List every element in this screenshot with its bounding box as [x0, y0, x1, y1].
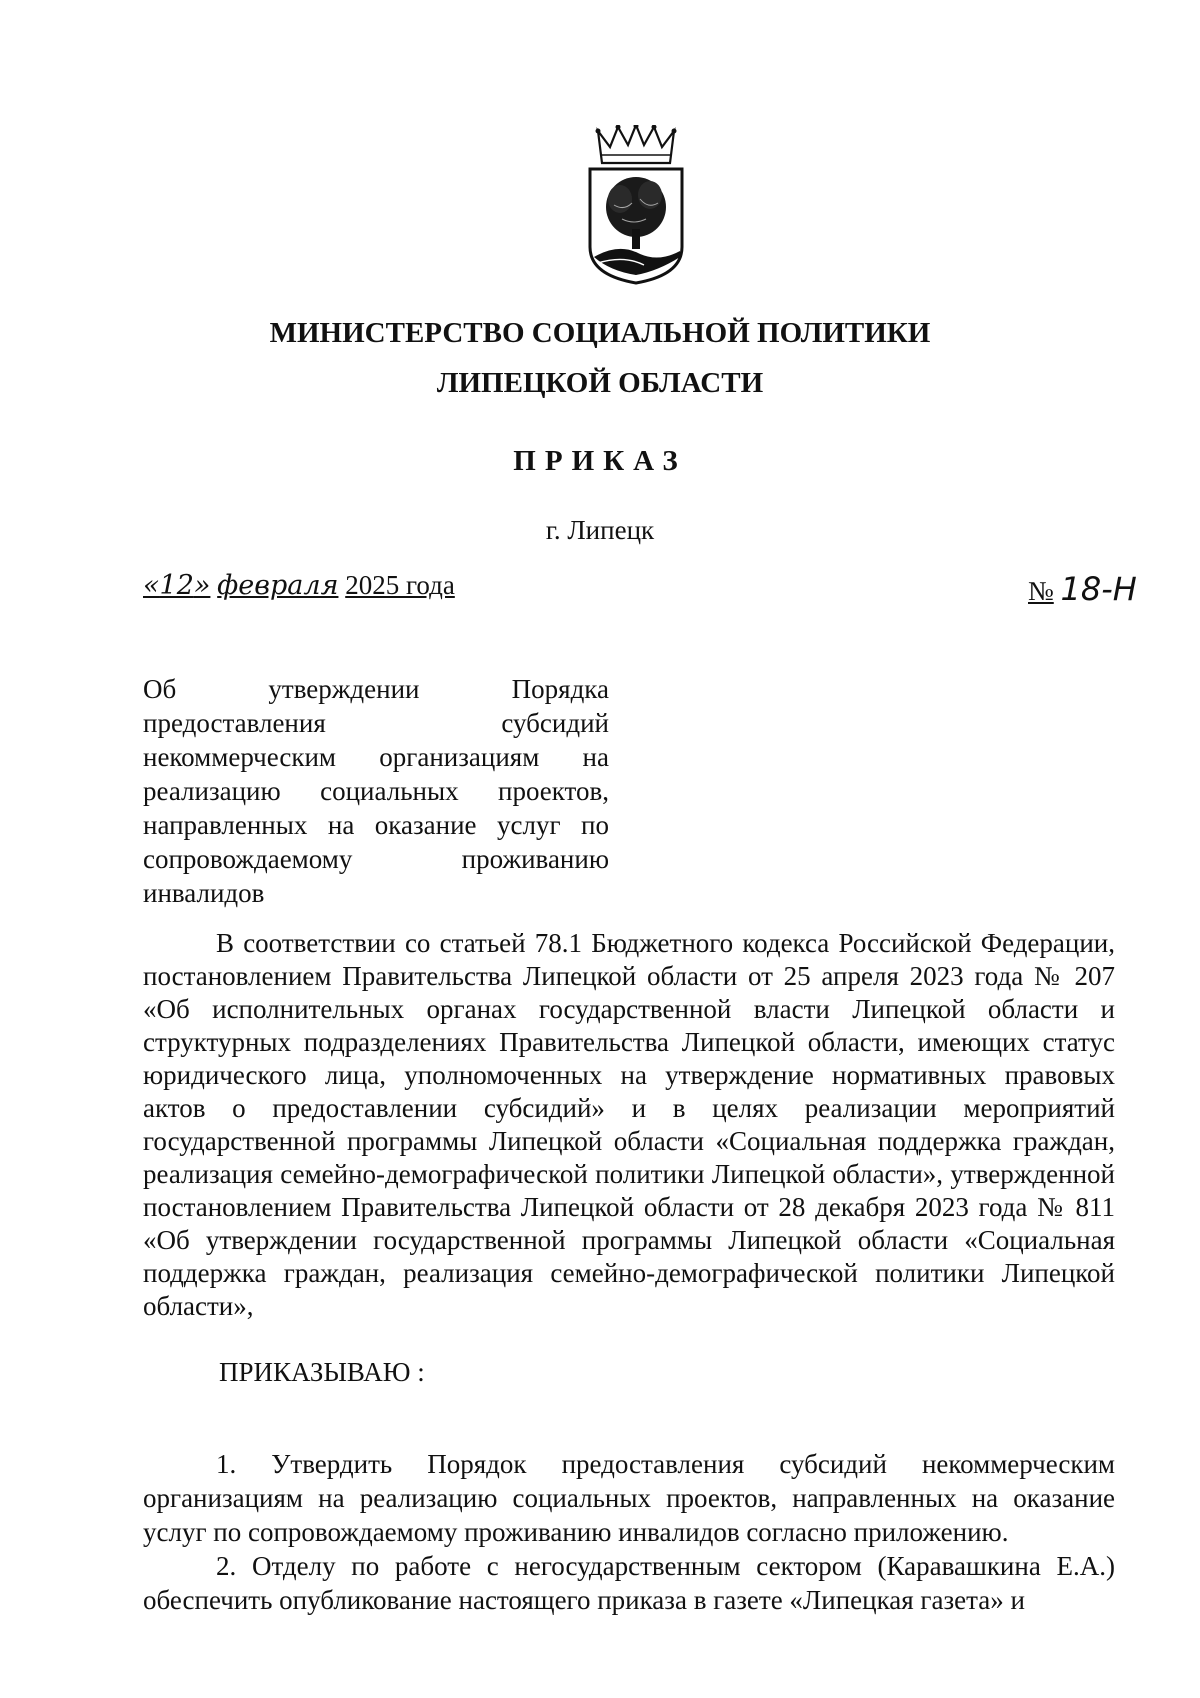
subject-line: направленных на оказание услуг по: [143, 810, 609, 840]
orders-word: ПРИКАЗЫВАЮ :: [219, 1357, 425, 1387]
number-prefix: №: [1028, 576, 1054, 606]
date-open-quote: «: [143, 570, 160, 601]
subject-line: реализацию социальных проектов,: [143, 776, 609, 806]
order-items: [143, 1447, 1115, 1617]
order-item: 2. Отделу по работе с негосударственным сектором (Каравашкина Е.А.) обеспечить опубликование настоящего приказа в газете «Липецкая газета» и: [143, 1551, 1115, 1615]
date-close-quote: »: [193, 570, 211, 601]
date-month-handwritten: февраля: [217, 570, 339, 601]
preamble: [143, 927, 1115, 1323]
order-number: [1028, 570, 1137, 608]
order-date: [143, 570, 455, 601]
order-subject: [143, 672, 609, 910]
document-type-title: ПРИКАЗ: [513, 445, 687, 477]
ministry-name-line1: МИНИСТЕРСТВО СОЦИАЛЬНОЙ ПОЛИТИКИ: [269, 317, 931, 349]
subject-line: некоммерческим организациям на: [143, 742, 609, 772]
ministry-name: [0, 308, 1200, 408]
subject-line: Об утверждении Порядка: [143, 674, 609, 704]
order-item: 1. Утвердить Порядок предоставления субсидий некоммерческим организациям на реализацию социальных проектов, направленных на оказание услуг по сопровождаемому проживанию инвалидов согласно приложению.: [143, 1449, 1115, 1547]
number-value-handwritten: 18-Н: [1060, 570, 1137, 608]
subject-line: инвалидов: [143, 878, 265, 908]
date-day-handwritten: 12: [159, 570, 194, 601]
city-label: г. Липецк: [545, 515, 655, 545]
date-year: 2025 года: [345, 570, 455, 600]
lipetsk-region-coat-of-arms-icon: [584, 125, 688, 285]
subject-line: предоставления субсидий: [143, 708, 609, 738]
ministry-name-line2: ЛИПЕЦКОЙ ОБЛАСТИ: [436, 367, 764, 399]
subject-line: сопровождаемому проживанию: [143, 844, 609, 874]
preamble-paragraph: В соответствии со статьей 78.1 Бюджетного кодекса Российской Федерации, постановлением Правительства Липецкой области от 25 апреля 2023 года № 207 «Об исполнительных органах государственной власти Липецкой области и структурных подразделениях Правительства Липецкой области, имеющих статус юридического лица, уполномоченных на утверждение нормативных правовых актов о предоставлении субсидий» и в целях реализации мероприятий государственной программы Липецкой области «Социальная поддержка граждан, реализация семейно-демографической политики Липецкой области», утвержденной постановлением Правительства Липецкой области от 28 декабря 2023 года № 811 «Об утверждении государственной программы Липецкой области «Социальная поддержка граждан, реализация семейно-демографической политики Липецкой области»,: [143, 928, 1115, 1321]
